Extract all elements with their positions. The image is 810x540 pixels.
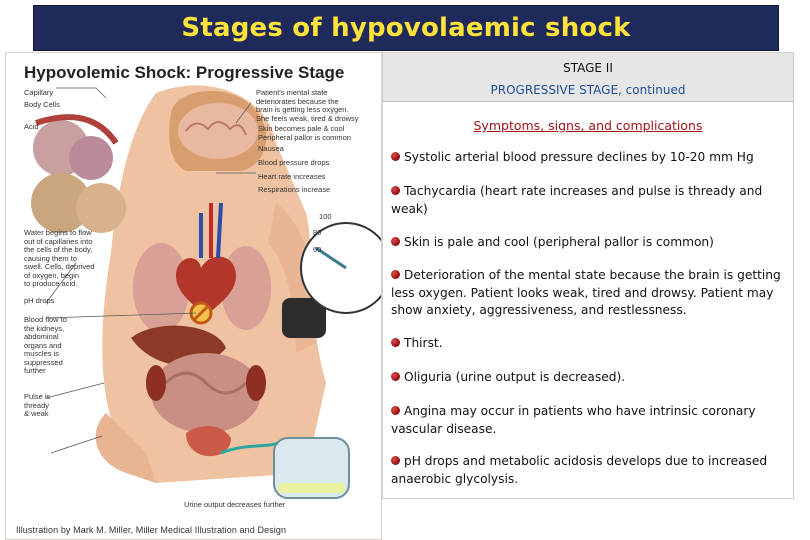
label-skin: Skin becomes pale & cool Peripheral pallor is common [258, 124, 351, 142]
label-urine: Urine output decreases further [184, 500, 286, 509]
label-water-flow: Water begins to flow out of capillaries into the cells of the body, causing them to swell. Cells, deprived of oxygen, begin to produce acid. [24, 228, 95, 288]
label-pulse: Pulse is thready & weak [24, 392, 51, 418]
gauge-tick-1: 100 [319, 212, 332, 221]
bullet-icon [391, 406, 400, 415]
label-bp-drops: Blood pressure drops [258, 158, 330, 167]
stage-subtitle: PROGRESSIVE STAGE, continued [490, 83, 686, 97]
list-item [391, 234, 789, 252]
bullet-icon [391, 372, 400, 381]
list-item [391, 267, 789, 320]
label-nausea: Nausea [258, 144, 284, 153]
bullet-text: Skin is pale and cool (peripheral pallor is common) [404, 235, 714, 249]
slide-title-bar [33, 5, 779, 51]
bullet-text: Deterioration of the mental state because the brain is getting less oxygen. Patient looks weak, tired and drowsy. Patient may show anxiety, aggressiveness, and restlessness. [391, 268, 781, 317]
list-item [391, 453, 789, 488]
symptoms-heading: Symptoms, signs, and complications [473, 118, 703, 133]
stage-label: STAGE II [563, 61, 613, 75]
label-heart-rate: Heart rate increases [258, 172, 326, 181]
stage-header [383, 53, 793, 102]
label-mental-state: Patient's mental state deteriorates because the brain is getting less oxygen. She feels weak, tired & drowsy [256, 88, 359, 123]
bullet-icon [391, 456, 400, 465]
label-capillary: Capillary [24, 88, 54, 97]
bullet-text: Systolic arterial blood pressure declines by 10-20 mm Hg [404, 150, 754, 164]
label-acid: Acid [24, 122, 39, 131]
list-item [391, 335, 789, 353]
label-ph-drops: pH drops [24, 296, 55, 305]
symptoms-panel [382, 52, 794, 499]
bullet-icon [391, 270, 400, 279]
list-item [391, 369, 789, 387]
bullet-icon [391, 186, 400, 195]
list-item [391, 183, 789, 218]
illustration-credit: Illustration by Mark M. Miller, Miller Medical Illustration and Design [16, 525, 287, 535]
list-item [391, 149, 789, 167]
label-body-cells: Body Cells [24, 100, 60, 109]
bullet-icon [391, 338, 400, 347]
label-respirations: Respirations increase [258, 185, 331, 194]
label-blood-flow: Blood flow to the kidneys, abdominal organs and muscles is suppressed further [24, 315, 67, 375]
bullet-text: Thirst. [404, 336, 443, 350]
bullet-icon [391, 152, 400, 161]
gauge-tick-3: 60 [313, 245, 322, 254]
bullet-text: Angina may occur in patients who have intrinsic coronary vascular disease. [391, 404, 756, 436]
bullet-text: Tachycardia (heart rate increases and pulse is thready and weak) [391, 184, 763, 216]
list-item [391, 403, 789, 438]
gauge-tick-2: 80 [313, 228, 322, 237]
slide-title: Stages of hypovolaemic shock [181, 13, 631, 43]
shock-illustration [5, 52, 382, 540]
bullet-icon [391, 237, 400, 246]
illustration-title: Hypovolemic Shock: Progressive Stage [24, 63, 345, 82]
bullet-text: pH drops and metabolic acidosis develops due to increased anaerobic glycolysis. [391, 454, 768, 486]
bullet-text: Oliguria (urine output is decreased). [404, 370, 626, 384]
